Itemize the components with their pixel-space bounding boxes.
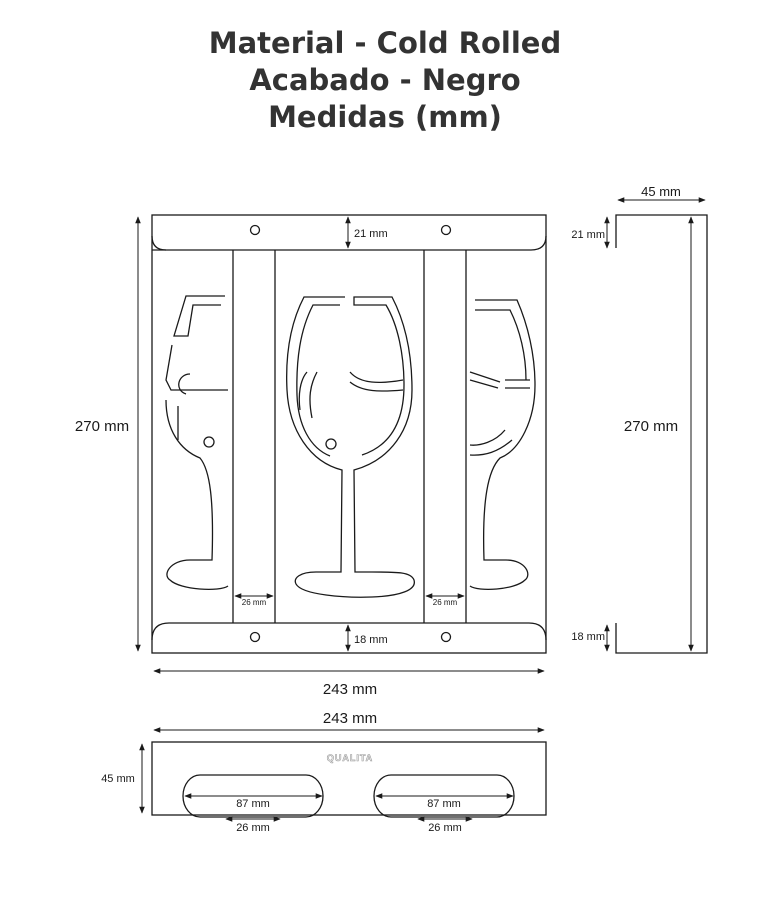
- title-units: Medidas (mm): [268, 100, 502, 134]
- cutout-left-width-label: 26 mm: [236, 822, 270, 834]
- cutout-left-length-label: 87 mm: [236, 798, 270, 810]
- title-material: Material - Cold Rolled: [208, 26, 562, 60]
- top-band-edge: [152, 236, 546, 250]
- side-height-label: 270 mm: [623, 418, 679, 435]
- bottom-band-edge: [152, 623, 546, 640]
- front-width-label: 243 mm: [322, 681, 378, 698]
- mount-hole-top-right: [442, 226, 451, 235]
- glass-cutout-left: [166, 296, 228, 589]
- glass-cutout-right: [470, 300, 535, 589]
- front-view: [75, 215, 546, 698]
- glass-cutout-center: [287, 297, 415, 597]
- bottom-band-label: 18 mm: [354, 634, 388, 646]
- bottom-depth-label: 45 mm: [101, 773, 135, 785]
- mount-hole-bottom-right: [442, 633, 451, 642]
- top-band-label: 21 mm: [354, 228, 388, 240]
- title-finish: Acabado - Negro: [249, 63, 521, 97]
- side-depth-label: 45 mm: [641, 184, 681, 199]
- side-top-lip-label: 21 mm: [571, 229, 605, 241]
- mount-hole-bottom-left: [251, 633, 260, 642]
- side-view: [571, 184, 707, 653]
- side-bottom-lip-label: 18 mm: [571, 631, 605, 643]
- bottom-width-label: 243 mm: [322, 710, 378, 727]
- front-outline: [152, 215, 546, 653]
- brand-logo: QUALITA: [326, 753, 374, 763]
- top-band-corner: [152, 236, 166, 250]
- slot-right-label: 26 mm: [432, 598, 458, 607]
- slot-left-label: 26 mm: [241, 598, 267, 607]
- bottom-view: [101, 710, 546, 834]
- mount-hole-top-left: [251, 226, 260, 235]
- cutout-right-length-label: 87 mm: [427, 798, 461, 810]
- front-height-label: 270 mm: [74, 418, 130, 435]
- cutout-right-width-label: 26 mm: [428, 822, 462, 834]
